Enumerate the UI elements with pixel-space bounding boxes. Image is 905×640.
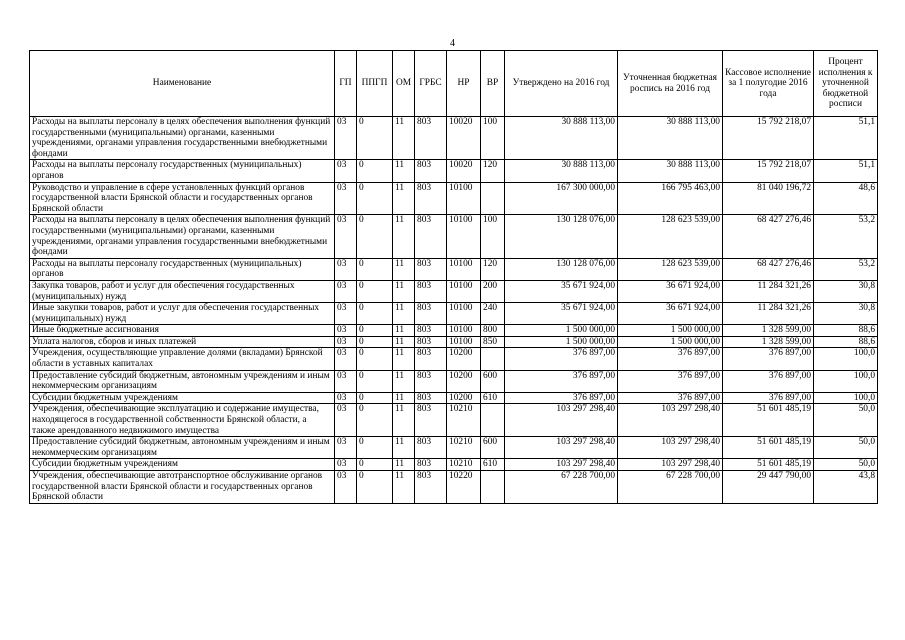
- cell-gp: 03: [335, 117, 357, 160]
- cell-approved: 67 228 700,00: [505, 471, 618, 504]
- cell-vr: 610: [481, 392, 505, 404]
- cell-gp: 03: [335, 325, 357, 337]
- cell-om: 11: [393, 160, 415, 182]
- cell-percent: 88,6: [814, 325, 878, 337]
- cell-nr: 10100: [447, 303, 481, 325]
- cell-name: Руководство и управление в сфере установленных функций органов государственной власти Брянской области и государственных органов Брянской области: [30, 182, 335, 215]
- table-row: [30, 437, 878, 459]
- col-header-approved: Утверждено на 2016 год: [505, 51, 618, 117]
- cell-gp: 03: [335, 459, 357, 471]
- cell-om: 11: [393, 215, 415, 258]
- cell-approved: 35 671 924,00: [505, 303, 618, 325]
- cell-om: 11: [393, 370, 415, 392]
- cell-nr: 10200: [447, 370, 481, 392]
- cell-ppgp: 0: [357, 280, 393, 302]
- cell-gp: 03: [335, 392, 357, 404]
- table-row: [30, 258, 878, 280]
- cell-nr: 10210: [447, 459, 481, 471]
- cell-cash: 1 328 599,00: [723, 325, 814, 337]
- table-body: [30, 117, 878, 504]
- cell-approved: 376 897,00: [505, 348, 618, 370]
- cell-gp: 03: [335, 215, 357, 258]
- cell-refined: 36 671 924,00: [618, 303, 723, 325]
- cell-om: 11: [393, 459, 415, 471]
- cell-percent: 30,8: [814, 303, 878, 325]
- table-row: [30, 471, 878, 504]
- table-row: [30, 117, 878, 160]
- cell-vr: [481, 348, 505, 370]
- cell-name: Учреждения, осуществляющие управление долями (вкладами) Брянской области в уставных капиталах: [30, 348, 335, 370]
- cell-percent: 53,2: [814, 215, 878, 258]
- cell-cash: 376 897,00: [723, 370, 814, 392]
- cell-name: Расходы на выплаты персоналу государственных (муниципальных) органов: [30, 160, 335, 182]
- cell-om: 11: [393, 303, 415, 325]
- cell-cash: 51 601 485,19: [723, 437, 814, 459]
- cell-name: Иные закупки товаров, работ и услуг для обеспечения государственных (муниципальных) нужд: [30, 303, 335, 325]
- cell-om: 11: [393, 404, 415, 437]
- cell-percent: 48,6: [814, 182, 878, 215]
- cell-refined: 103 297 298,40: [618, 459, 723, 471]
- cell-nr: 10020: [447, 117, 481, 160]
- cell-ppgp: 0: [357, 348, 393, 370]
- cell-ppgp: 0: [357, 303, 393, 325]
- cell-nr: 10210: [447, 437, 481, 459]
- cell-vr: 800: [481, 325, 505, 337]
- table-row: [30, 280, 878, 302]
- cell-gp: 03: [335, 471, 357, 504]
- cell-approved: 130 128 076,00: [505, 258, 618, 280]
- cell-om: 11: [393, 117, 415, 160]
- cell-ppgp: 0: [357, 325, 393, 337]
- cell-refined: 376 897,00: [618, 348, 723, 370]
- cell-grbs: 803: [415, 303, 447, 325]
- cell-vr: [481, 182, 505, 215]
- cell-ppgp: 0: [357, 404, 393, 437]
- cell-vr: 200: [481, 280, 505, 302]
- budget-table: [29, 50, 878, 504]
- col-header-grbs: ГРБС: [415, 51, 447, 117]
- cell-name: Уплата налогов, сборов и иных платежей: [30, 336, 335, 348]
- col-header-cash: Кассовое исполнение за 1 полугодие 2016 года: [723, 51, 814, 117]
- cell-nr: 10200: [447, 348, 481, 370]
- cell-vr: 610: [481, 459, 505, 471]
- cell-ppgp: 0: [357, 459, 393, 471]
- cell-om: 11: [393, 392, 415, 404]
- cell-approved: 35 671 924,00: [505, 280, 618, 302]
- cell-om: 11: [393, 280, 415, 302]
- cell-gp: 03: [335, 160, 357, 182]
- cell-gp: 03: [335, 404, 357, 437]
- cell-name: Иные бюджетные ассигнования: [30, 325, 335, 337]
- cell-percent: 50,0: [814, 437, 878, 459]
- cell-cash: 1 328 599,00: [723, 336, 814, 348]
- cell-approved: 1 500 000,00: [505, 325, 618, 337]
- cell-ppgp: 0: [357, 117, 393, 160]
- cell-om: 11: [393, 182, 415, 215]
- col-header-om: ОМ: [393, 51, 415, 117]
- col-header-gp: ГП: [335, 51, 357, 117]
- table-row: [30, 325, 878, 337]
- cell-name: Расходы на выплаты персоналу в целях обеспечения выполнения функций государственными (муниципальными) органами, казенными учреждениями, органами управления государственными внебюджетными фондами: [30, 117, 335, 160]
- cell-refined: 166 795 463,00: [618, 182, 723, 215]
- cell-percent: 51,1: [814, 160, 878, 182]
- cell-gp: 03: [335, 182, 357, 215]
- cell-nr: 10100: [447, 215, 481, 258]
- cell-gp: 03: [335, 258, 357, 280]
- cell-cash: 15 792 218,07: [723, 160, 814, 182]
- cell-percent: 100,0: [814, 392, 878, 404]
- table-row: [30, 182, 878, 215]
- cell-approved: 376 897,00: [505, 392, 618, 404]
- cell-approved: 167 300 000,00: [505, 182, 618, 215]
- cell-name: Предоставление субсидий бюджетным, автономным учреждениям и иным некоммерческим организациям: [30, 437, 335, 459]
- cell-refined: 128 623 539,00: [618, 258, 723, 280]
- cell-grbs: 803: [415, 459, 447, 471]
- cell-nr: 10100: [447, 280, 481, 302]
- cell-percent: 53,2: [814, 258, 878, 280]
- cell-percent: 100,0: [814, 370, 878, 392]
- cell-gp: 03: [335, 348, 357, 370]
- table-row: [30, 404, 878, 437]
- table-row: [30, 336, 878, 348]
- cell-percent: 100,0: [814, 348, 878, 370]
- cell-percent: 43,8: [814, 471, 878, 504]
- cell-refined: 103 297 298,40: [618, 437, 723, 459]
- cell-refined: 30 888 113,00: [618, 117, 723, 160]
- cell-vr: 600: [481, 437, 505, 459]
- cell-approved: 376 897,00: [505, 370, 618, 392]
- cell-vr: 240: [481, 303, 505, 325]
- cell-approved: 103 297 298,40: [505, 437, 618, 459]
- col-header-vr: ВР: [481, 51, 505, 117]
- cell-name: Расходы на выплаты персоналу государственных (муниципальных) органов: [30, 258, 335, 280]
- cell-nr: 10100: [447, 336, 481, 348]
- cell-grbs: 803: [415, 117, 447, 160]
- cell-vr: 600: [481, 370, 505, 392]
- cell-ppgp: 0: [357, 258, 393, 280]
- cell-vr: 120: [481, 258, 505, 280]
- cell-om: 11: [393, 437, 415, 459]
- cell-cash: 68 427 276,46: [723, 215, 814, 258]
- cell-name: Учреждения, обеспечивающие автотранспортное обслуживание органов государственной власти Брянской области и государственных органов Брянской области: [30, 471, 335, 504]
- cell-name: Расходы на выплаты персоналу в целях обеспечения выполнения функций государственными (муниципальными) органами, казенными учреждениями, органами управления государственными внебюджетными фондами: [30, 215, 335, 258]
- cell-approved: 1 500 000,00: [505, 336, 618, 348]
- cell-percent: 50,0: [814, 404, 878, 437]
- cell-om: 11: [393, 471, 415, 504]
- cell-nr: 10220: [447, 471, 481, 504]
- cell-grbs: 803: [415, 404, 447, 437]
- table-row: [30, 348, 878, 370]
- cell-ppgp: 0: [357, 160, 393, 182]
- cell-cash: 68 427 276,46: [723, 258, 814, 280]
- table-row: [30, 303, 878, 325]
- cell-nr: 10200: [447, 392, 481, 404]
- cell-grbs: 803: [415, 370, 447, 392]
- cell-percent: 51,1: [814, 117, 878, 160]
- cell-gp: 03: [335, 303, 357, 325]
- table-row: [30, 459, 878, 471]
- cell-cash: 51 601 485,19: [723, 404, 814, 437]
- cell-approved: 130 128 076,00: [505, 215, 618, 258]
- cell-gp: 03: [335, 370, 357, 392]
- cell-grbs: 803: [415, 182, 447, 215]
- cell-refined: 128 623 539,00: [618, 215, 723, 258]
- cell-nr: 10100: [447, 258, 481, 280]
- col-header-percent: Процент исполнения к уточненной бюджетной росписи: [814, 51, 878, 117]
- cell-grbs: 803: [415, 336, 447, 348]
- cell-refined: 1 500 000,00: [618, 336, 723, 348]
- cell-nr: 10020: [447, 160, 481, 182]
- cell-cash: 376 897,00: [723, 392, 814, 404]
- col-header-nr: НР: [447, 51, 481, 117]
- cell-grbs: 803: [415, 160, 447, 182]
- cell-grbs: 803: [415, 258, 447, 280]
- cell-approved: 103 297 298,40: [505, 404, 618, 437]
- cell-percent: 88,6: [814, 336, 878, 348]
- cell-grbs: 803: [415, 471, 447, 504]
- cell-grbs: 803: [415, 325, 447, 337]
- cell-nr: 10210: [447, 404, 481, 437]
- cell-refined: 36 671 924,00: [618, 280, 723, 302]
- cell-refined: 376 897,00: [618, 370, 723, 392]
- cell-percent: 30,8: [814, 280, 878, 302]
- cell-cash: 81 040 196,72: [723, 182, 814, 215]
- cell-name: Учреждения, обеспечивающие эксплуатацию и содержание имущества, находящегося в государственной собственности Брянской области, а также арендованного недвижимого имущества: [30, 404, 335, 437]
- cell-refined: 103 297 298,40: [618, 404, 723, 437]
- col-header-name: Наименование: [30, 51, 335, 117]
- cell-name: Субсидии бюджетным учреждениям: [30, 392, 335, 404]
- cell-cash: 51 601 485,19: [723, 459, 814, 471]
- cell-cash: 376 897,00: [723, 348, 814, 370]
- cell-refined: 376 897,00: [618, 392, 723, 404]
- cell-percent: 50,0: [814, 459, 878, 471]
- cell-refined: 30 888 113,00: [618, 160, 723, 182]
- cell-grbs: 803: [415, 392, 447, 404]
- cell-approved: 30 888 113,00: [505, 117, 618, 160]
- cell-refined: 67 228 700,00: [618, 471, 723, 504]
- cell-om: 11: [393, 325, 415, 337]
- cell-grbs: 803: [415, 215, 447, 258]
- cell-cash: 11 284 321,26: [723, 303, 814, 325]
- cell-vr: 120: [481, 160, 505, 182]
- cell-ppgp: 0: [357, 370, 393, 392]
- cell-cash: 15 792 218,07: [723, 117, 814, 160]
- cell-ppgp: 0: [357, 471, 393, 504]
- cell-approved: 103 297 298,40: [505, 459, 618, 471]
- cell-ppgp: 0: [357, 182, 393, 215]
- cell-cash: 29 447 790,00: [723, 471, 814, 504]
- cell-cash: 11 284 321,26: [723, 280, 814, 302]
- cell-gp: 03: [335, 280, 357, 302]
- cell-grbs: 803: [415, 437, 447, 459]
- cell-name: Предоставление субсидий бюджетным, автономным учреждениям и иным некоммерческим организациям: [30, 370, 335, 392]
- cell-nr: 10100: [447, 182, 481, 215]
- cell-approved: 30 888 113,00: [505, 160, 618, 182]
- table-row: [30, 160, 878, 182]
- cell-om: 11: [393, 258, 415, 280]
- col-header-ppgp: ППГП: [357, 51, 393, 117]
- cell-grbs: 803: [415, 348, 447, 370]
- cell-vr: 100: [481, 215, 505, 258]
- cell-gp: 03: [335, 336, 357, 348]
- cell-grbs: 803: [415, 280, 447, 302]
- cell-ppgp: 0: [357, 392, 393, 404]
- cell-vr: 850: [481, 336, 505, 348]
- cell-om: 11: [393, 336, 415, 348]
- page-number: 4: [450, 38, 455, 49]
- table-row: [30, 392, 878, 404]
- cell-vr: 100: [481, 117, 505, 160]
- cell-ppgp: 0: [357, 215, 393, 258]
- cell-refined: 1 500 000,00: [618, 325, 723, 337]
- col-header-refined: Уточненная бюджетная роспись на 2016 год: [618, 51, 723, 117]
- cell-om: 11: [393, 348, 415, 370]
- cell-ppgp: 0: [357, 437, 393, 459]
- cell-gp: 03: [335, 437, 357, 459]
- table-header-row: [30, 51, 878, 117]
- table-row: [30, 370, 878, 392]
- cell-name: Субсидии бюджетным учреждениям: [30, 459, 335, 471]
- cell-nr: 10100: [447, 325, 481, 337]
- table-row: [30, 215, 878, 258]
- cell-name: Закупка товаров, работ и услуг для обеспечения государственных (муниципальных) нужд: [30, 280, 335, 302]
- cell-vr: [481, 471, 505, 504]
- cell-vr: [481, 404, 505, 437]
- cell-ppgp: 0: [357, 336, 393, 348]
